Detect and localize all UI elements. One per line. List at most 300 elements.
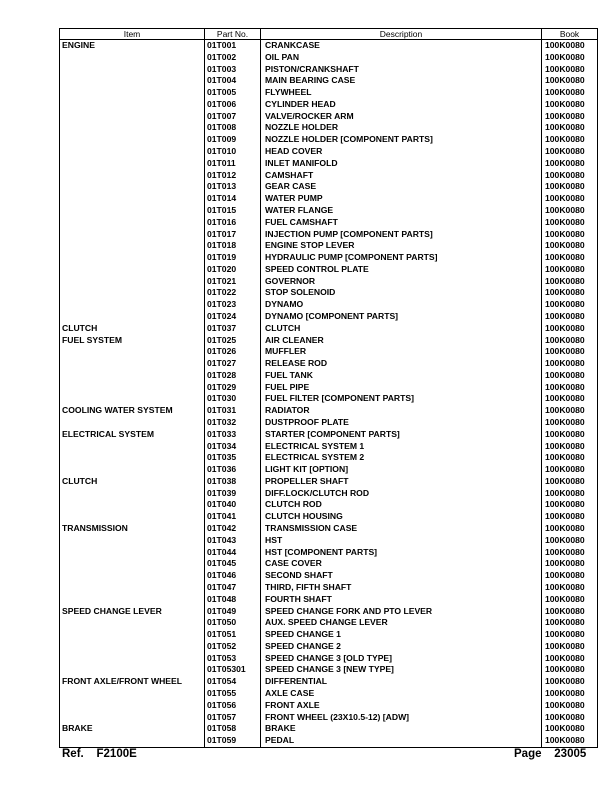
description-cell: ENGINE STOP LEVER bbox=[261, 240, 542, 252]
table-row bbox=[60, 240, 598, 252]
description-cell: OIL PAN bbox=[261, 52, 542, 64]
item-cell bbox=[60, 441, 205, 453]
description-cell: NOZZLE HOLDER bbox=[261, 122, 542, 134]
part-no-cell: 01T028 bbox=[205, 370, 261, 382]
description-cell: HST bbox=[261, 535, 542, 547]
description-cell: CLUTCH bbox=[261, 323, 542, 335]
part-no-cell: 01T044 bbox=[205, 547, 261, 559]
table-row bbox=[60, 99, 598, 111]
book-cell: 100K0080 bbox=[542, 335, 598, 347]
book-cell: 100K0080 bbox=[542, 441, 598, 453]
table-row bbox=[60, 64, 598, 76]
part-no-cell: 01T022 bbox=[205, 287, 261, 299]
item-cell bbox=[60, 617, 205, 629]
part-no-cell: 01T032 bbox=[205, 417, 261, 429]
description-cell: MAIN BEARING CASE bbox=[261, 75, 542, 87]
book-cell: 100K0080 bbox=[542, 87, 598, 99]
part-no-cell: 01T011 bbox=[205, 158, 261, 170]
table-row bbox=[60, 535, 598, 547]
item-cell bbox=[60, 193, 205, 205]
page-label: Page bbox=[514, 748, 542, 760]
book-cell: 100K0080 bbox=[542, 664, 598, 676]
item-cell bbox=[60, 111, 205, 123]
part-no-cell: 01T017 bbox=[205, 229, 261, 241]
column-header-item: Item bbox=[60, 29, 205, 40]
description-cell: SECOND SHAFT bbox=[261, 570, 542, 582]
book-cell: 100K0080 bbox=[542, 712, 598, 724]
table-row bbox=[60, 547, 598, 559]
table-row bbox=[60, 40, 598, 52]
item-cell bbox=[60, 346, 205, 358]
description-cell: FUEL TANK bbox=[261, 370, 542, 382]
part-no-cell: 01T034 bbox=[205, 441, 261, 453]
part-no-cell: 01T016 bbox=[205, 217, 261, 229]
table-row bbox=[60, 558, 598, 570]
table-row bbox=[60, 276, 598, 288]
book-cell: 100K0080 bbox=[542, 629, 598, 641]
description-cell: CASE COVER bbox=[261, 558, 542, 570]
table-row bbox=[60, 205, 598, 217]
book-cell: 100K0080 bbox=[542, 535, 598, 547]
part-no-cell: 01T053 bbox=[205, 653, 261, 665]
part-no-cell: 01T046 bbox=[205, 570, 261, 582]
book-cell: 100K0080 bbox=[542, 723, 598, 735]
table-row bbox=[60, 146, 598, 158]
table-row bbox=[60, 617, 598, 629]
book-cell: 100K0080 bbox=[542, 158, 598, 170]
part-no-cell: 01T002 bbox=[205, 52, 261, 64]
book-cell: 100K0080 bbox=[542, 488, 598, 500]
table-body bbox=[60, 40, 598, 748]
book-cell: 100K0080 bbox=[542, 323, 598, 335]
table-row bbox=[60, 653, 598, 665]
table-row bbox=[60, 370, 598, 382]
book-cell: 100K0080 bbox=[542, 735, 598, 747]
table-row bbox=[60, 87, 598, 99]
table-row bbox=[60, 52, 598, 64]
item-cell bbox=[60, 229, 205, 241]
description-cell: CAMSHAFT bbox=[261, 170, 542, 182]
item-cell bbox=[60, 205, 205, 217]
item-cell bbox=[60, 158, 205, 170]
description-cell: PROPELLER SHAFT bbox=[261, 476, 542, 488]
book-cell: 100K0080 bbox=[542, 499, 598, 511]
item-cell: SPEED CHANGE LEVER bbox=[60, 606, 205, 618]
item-cell: FUEL SYSTEM bbox=[60, 335, 205, 347]
part-no-cell: 01T015 bbox=[205, 205, 261, 217]
part-no-cell: 01T047 bbox=[205, 582, 261, 594]
part-no-cell: 01T049 bbox=[205, 606, 261, 618]
book-cell: 100K0080 bbox=[542, 276, 598, 288]
part-no-cell: 01T003 bbox=[205, 64, 261, 76]
description-cell: STOP SOLENOID bbox=[261, 287, 542, 299]
part-no-cell: 01T036 bbox=[205, 464, 261, 476]
description-cell: FUEL FILTER [COMPONENT PARTS] bbox=[261, 393, 542, 405]
description-cell: HYDRAULIC PUMP [COMPONENT PARTS] bbox=[261, 252, 542, 264]
book-cell: 100K0080 bbox=[542, 134, 598, 146]
item-cell bbox=[60, 464, 205, 476]
item-cell bbox=[60, 87, 205, 99]
part-no-cell: 01T004 bbox=[205, 75, 261, 87]
item-cell bbox=[60, 264, 205, 276]
book-cell: 100K0080 bbox=[542, 75, 598, 87]
description-cell: DIFF.LOCK/CLUTCH ROD bbox=[261, 488, 542, 500]
book-cell: 100K0080 bbox=[542, 570, 598, 582]
table-row bbox=[60, 75, 598, 87]
description-cell: BRAKE bbox=[261, 723, 542, 735]
part-no-cell: 01T037 bbox=[205, 323, 261, 335]
table-row bbox=[60, 723, 598, 735]
part-no-cell: 01T059 bbox=[205, 735, 261, 747]
part-no-cell: 01T010 bbox=[205, 146, 261, 158]
book-cell: 100K0080 bbox=[542, 382, 598, 394]
table-header bbox=[60, 29, 598, 40]
part-no-cell: 01T027 bbox=[205, 358, 261, 370]
table-row bbox=[60, 629, 598, 641]
description-cell: ELECTRICAL SYSTEM 2 bbox=[261, 452, 542, 464]
part-no-cell: 01T054 bbox=[205, 676, 261, 688]
item-cell bbox=[60, 358, 205, 370]
book-cell: 100K0080 bbox=[542, 252, 598, 264]
book-cell: 100K0080 bbox=[542, 264, 598, 276]
book-cell: 100K0080 bbox=[542, 452, 598, 464]
description-cell: SPEED CHANGE 2 bbox=[261, 641, 542, 653]
part-no-cell: 01T013 bbox=[205, 181, 261, 193]
description-cell: MUFFLER bbox=[261, 346, 542, 358]
parts-index-table bbox=[59, 28, 598, 748]
item-cell bbox=[60, 499, 205, 511]
book-cell: 100K0080 bbox=[542, 676, 598, 688]
description-cell: DUSTPROOF PLATE bbox=[261, 417, 542, 429]
item-cell bbox=[60, 299, 205, 311]
part-no-cell: 01T019 bbox=[205, 252, 261, 264]
part-no-cell: 01T052 bbox=[205, 641, 261, 653]
item-cell bbox=[60, 629, 205, 641]
reference-label bbox=[62, 748, 137, 760]
book-cell: 100K0080 bbox=[542, 311, 598, 323]
table-row bbox=[60, 476, 598, 488]
table-row bbox=[60, 452, 598, 464]
table-row bbox=[60, 181, 598, 193]
table-row bbox=[60, 134, 598, 146]
book-cell: 100K0080 bbox=[542, 193, 598, 205]
item-cell: CLUTCH bbox=[60, 476, 205, 488]
book-cell: 100K0080 bbox=[542, 99, 598, 111]
description-cell: CLUTCH ROD bbox=[261, 499, 542, 511]
book-cell: 100K0080 bbox=[542, 40, 598, 52]
table-row bbox=[60, 299, 598, 311]
description-cell: ELECTRICAL SYSTEM 1 bbox=[261, 441, 542, 453]
table-row bbox=[60, 229, 598, 241]
item-cell bbox=[60, 417, 205, 429]
table-row bbox=[60, 393, 598, 405]
book-cell: 100K0080 bbox=[542, 229, 598, 241]
part-no-cell: 01T058 bbox=[205, 723, 261, 735]
part-no-cell: 01T029 bbox=[205, 382, 261, 394]
table-row bbox=[60, 382, 598, 394]
description-cell: CLUTCH HOUSING bbox=[261, 511, 542, 523]
page-number bbox=[514, 748, 586, 760]
description-cell: FUEL PIPE bbox=[261, 382, 542, 394]
description-cell: SPEED CONTROL PLATE bbox=[261, 264, 542, 276]
book-cell: 100K0080 bbox=[542, 358, 598, 370]
book-cell: 100K0080 bbox=[542, 464, 598, 476]
table-row bbox=[60, 311, 598, 323]
description-cell: CYLINDER HEAD bbox=[261, 99, 542, 111]
description-cell: RELEASE ROD bbox=[261, 358, 542, 370]
part-no-cell: 01T05301 bbox=[205, 664, 261, 676]
item-cell: COOLING WATER SYSTEM bbox=[60, 405, 205, 417]
book-cell: 100K0080 bbox=[542, 181, 598, 193]
item-cell bbox=[60, 393, 205, 405]
book-cell: 100K0080 bbox=[542, 700, 598, 712]
item-cell bbox=[60, 99, 205, 111]
table-row bbox=[60, 158, 598, 170]
table-row bbox=[60, 417, 598, 429]
book-cell: 100K0080 bbox=[542, 52, 598, 64]
description-cell: FRONT WHEEL (23X10.5-12) [ADW] bbox=[261, 712, 542, 724]
description-cell: GOVERNOR bbox=[261, 276, 542, 288]
part-no-cell: 01T018 bbox=[205, 240, 261, 252]
description-cell: LIGHT KIT [OPTION] bbox=[261, 464, 542, 476]
book-cell: 100K0080 bbox=[542, 594, 598, 606]
table-row bbox=[60, 499, 598, 511]
item-cell bbox=[60, 75, 205, 87]
part-no-cell: 01T025 bbox=[205, 335, 261, 347]
book-cell: 100K0080 bbox=[542, 547, 598, 559]
item-cell bbox=[60, 547, 205, 559]
table-row bbox=[60, 346, 598, 358]
item-cell bbox=[60, 511, 205, 523]
table-row bbox=[60, 358, 598, 370]
book-cell: 100K0080 bbox=[542, 417, 598, 429]
table-row bbox=[60, 170, 598, 182]
description-cell: VALVE/ROCKER ARM bbox=[261, 111, 542, 123]
description-cell: SPEED CHANGE 3 [NEW TYPE] bbox=[261, 664, 542, 676]
part-no-cell: 01T048 bbox=[205, 594, 261, 606]
ref-label: Ref. bbox=[62, 748, 84, 760]
item-cell bbox=[60, 276, 205, 288]
item-cell: ENGINE bbox=[60, 40, 205, 52]
item-cell bbox=[60, 287, 205, 299]
part-no-cell: 01T009 bbox=[205, 134, 261, 146]
item-cell bbox=[60, 535, 205, 547]
item-cell bbox=[60, 181, 205, 193]
book-cell: 100K0080 bbox=[542, 205, 598, 217]
description-cell: HEAD COVER bbox=[261, 146, 542, 158]
item-cell bbox=[60, 735, 205, 747]
item-cell: BRAKE bbox=[60, 723, 205, 735]
item-cell bbox=[60, 558, 205, 570]
column-header-part-no: Part No. bbox=[205, 29, 261, 40]
column-header-description: Description bbox=[261, 29, 542, 40]
table-row bbox=[60, 287, 598, 299]
description-cell: PISTON/CRANKSHAFT bbox=[261, 64, 542, 76]
book-cell: 100K0080 bbox=[542, 523, 598, 535]
book-cell: 100K0080 bbox=[542, 688, 598, 700]
part-no-cell: 01T024 bbox=[205, 311, 261, 323]
part-no-cell: 01T031 bbox=[205, 405, 261, 417]
table-row bbox=[60, 712, 598, 724]
description-cell: FRONT AXLE bbox=[261, 700, 542, 712]
part-no-cell: 01T014 bbox=[205, 193, 261, 205]
item-cell bbox=[60, 582, 205, 594]
part-no-cell: 01T035 bbox=[205, 452, 261, 464]
table-row bbox=[60, 217, 598, 229]
book-cell: 100K0080 bbox=[542, 393, 598, 405]
description-cell: THIRD, FIFTH SHAFT bbox=[261, 582, 542, 594]
table-row bbox=[60, 335, 598, 347]
description-cell: SPEED CHANGE FORK AND PTO LEVER bbox=[261, 606, 542, 618]
description-cell: FOURTH SHAFT bbox=[261, 594, 542, 606]
book-cell: 100K0080 bbox=[542, 111, 598, 123]
table-row bbox=[60, 688, 598, 700]
table-row bbox=[60, 594, 598, 606]
book-cell: 100K0080 bbox=[542, 617, 598, 629]
part-no-cell: 01T038 bbox=[205, 476, 261, 488]
part-no-cell: 01T055 bbox=[205, 688, 261, 700]
item-cell bbox=[60, 664, 205, 676]
part-no-cell: 01T012 bbox=[205, 170, 261, 182]
item-cell bbox=[60, 688, 205, 700]
part-no-cell: 01T045 bbox=[205, 558, 261, 570]
table-row bbox=[60, 582, 598, 594]
part-no-cell: 01T042 bbox=[205, 523, 261, 535]
part-no-cell: 01T020 bbox=[205, 264, 261, 276]
table-row bbox=[60, 264, 598, 276]
item-cell bbox=[60, 570, 205, 582]
item-cell: ELECTRICAL SYSTEM bbox=[60, 429, 205, 441]
book-cell: 100K0080 bbox=[542, 122, 598, 134]
table-row bbox=[60, 464, 598, 476]
description-cell: CRANKCASE bbox=[261, 40, 542, 52]
description-cell: SPEED CHANGE 1 bbox=[261, 629, 542, 641]
description-cell: INLET MANIFOLD bbox=[261, 158, 542, 170]
book-cell: 100K0080 bbox=[542, 64, 598, 76]
book-cell: 100K0080 bbox=[542, 641, 598, 653]
book-cell: 100K0080 bbox=[542, 299, 598, 311]
book-cell: 100K0080 bbox=[542, 346, 598, 358]
table-row bbox=[60, 323, 598, 335]
description-cell: DYNAMO bbox=[261, 299, 542, 311]
book-cell: 100K0080 bbox=[542, 170, 598, 182]
book-cell: 100K0080 bbox=[542, 653, 598, 665]
description-cell: HST [COMPONENT PARTS] bbox=[261, 547, 542, 559]
item-cell bbox=[60, 488, 205, 500]
page-value: 23005 bbox=[554, 748, 587, 760]
table-row bbox=[60, 735, 598, 747]
item-cell: FRONT AXLE/FRONT WHEEL bbox=[60, 676, 205, 688]
book-cell: 100K0080 bbox=[542, 558, 598, 570]
part-no-cell: 01T021 bbox=[205, 276, 261, 288]
description-cell: AUX. SPEED CHANGE LEVER bbox=[261, 617, 542, 629]
item-cell bbox=[60, 370, 205, 382]
description-cell: STARTER [COMPONENT PARTS] bbox=[261, 429, 542, 441]
item-cell bbox=[60, 64, 205, 76]
book-cell: 100K0080 bbox=[542, 217, 598, 229]
item-cell bbox=[60, 252, 205, 264]
item-cell bbox=[60, 641, 205, 653]
part-no-cell: 01T043 bbox=[205, 535, 261, 547]
table-row bbox=[60, 252, 598, 264]
item-cell bbox=[60, 122, 205, 134]
item-cell bbox=[60, 134, 205, 146]
description-cell: AXLE CASE bbox=[261, 688, 542, 700]
item-cell bbox=[60, 311, 205, 323]
table-row bbox=[60, 193, 598, 205]
table-row bbox=[60, 676, 598, 688]
item-cell bbox=[60, 146, 205, 158]
item-cell bbox=[60, 170, 205, 182]
book-cell: 100K0080 bbox=[542, 606, 598, 618]
description-cell: FLYWHEEL bbox=[261, 87, 542, 99]
table-row bbox=[60, 405, 598, 417]
table-row bbox=[60, 664, 598, 676]
item-cell bbox=[60, 382, 205, 394]
item-cell: TRANSMISSION bbox=[60, 523, 205, 535]
item-cell bbox=[60, 712, 205, 724]
part-no-cell: 01T041 bbox=[205, 511, 261, 523]
item-cell bbox=[60, 52, 205, 64]
book-cell: 100K0080 bbox=[542, 429, 598, 441]
part-no-cell: 01T007 bbox=[205, 111, 261, 123]
item-cell: CLUTCH bbox=[60, 323, 205, 335]
parts-index-sheet bbox=[59, 28, 597, 748]
description-cell: DIFFERENTIAL bbox=[261, 676, 542, 688]
item-cell bbox=[60, 217, 205, 229]
book-cell: 100K0080 bbox=[542, 405, 598, 417]
book-cell: 100K0080 bbox=[542, 287, 598, 299]
part-no-cell: 01T057 bbox=[205, 712, 261, 724]
description-cell: WATER FLANGE bbox=[261, 205, 542, 217]
part-no-cell: 01T030 bbox=[205, 393, 261, 405]
description-cell: TRANSMISSION CASE bbox=[261, 523, 542, 535]
part-no-cell: 01T023 bbox=[205, 299, 261, 311]
part-no-cell: 01T051 bbox=[205, 629, 261, 641]
item-cell bbox=[60, 700, 205, 712]
description-cell: RADIATOR bbox=[261, 405, 542, 417]
part-no-cell: 01T001 bbox=[205, 40, 261, 52]
table-row bbox=[60, 700, 598, 712]
column-header-book: Book bbox=[542, 29, 598, 40]
description-cell: FUEL CAMSHAFT bbox=[261, 217, 542, 229]
part-no-cell: 01T005 bbox=[205, 87, 261, 99]
table-row bbox=[60, 511, 598, 523]
table-row bbox=[60, 122, 598, 134]
description-cell: INJECTION PUMP [COMPONENT PARTS] bbox=[261, 229, 542, 241]
item-cell bbox=[60, 594, 205, 606]
table-row bbox=[60, 523, 598, 535]
book-cell: 100K0080 bbox=[542, 370, 598, 382]
book-cell: 100K0080 bbox=[542, 476, 598, 488]
description-cell: AIR CLEANER bbox=[261, 335, 542, 347]
description-cell: SPEED CHANGE 3 [OLD TYPE] bbox=[261, 653, 542, 665]
part-no-cell: 01T006 bbox=[205, 99, 261, 111]
item-cell bbox=[60, 653, 205, 665]
table-row bbox=[60, 488, 598, 500]
table-row bbox=[60, 570, 598, 582]
part-no-cell: 01T040 bbox=[205, 499, 261, 511]
part-no-cell: 01T056 bbox=[205, 700, 261, 712]
table-row bbox=[60, 606, 598, 618]
table-row bbox=[60, 111, 598, 123]
description-cell: DYNAMO [COMPONENT PARTS] bbox=[261, 311, 542, 323]
description-cell: NOZZLE HOLDER [COMPONENT PARTS] bbox=[261, 134, 542, 146]
part-no-cell: 01T026 bbox=[205, 346, 261, 358]
book-cell: 100K0080 bbox=[542, 146, 598, 158]
table-row bbox=[60, 641, 598, 653]
description-cell: WATER PUMP bbox=[261, 193, 542, 205]
